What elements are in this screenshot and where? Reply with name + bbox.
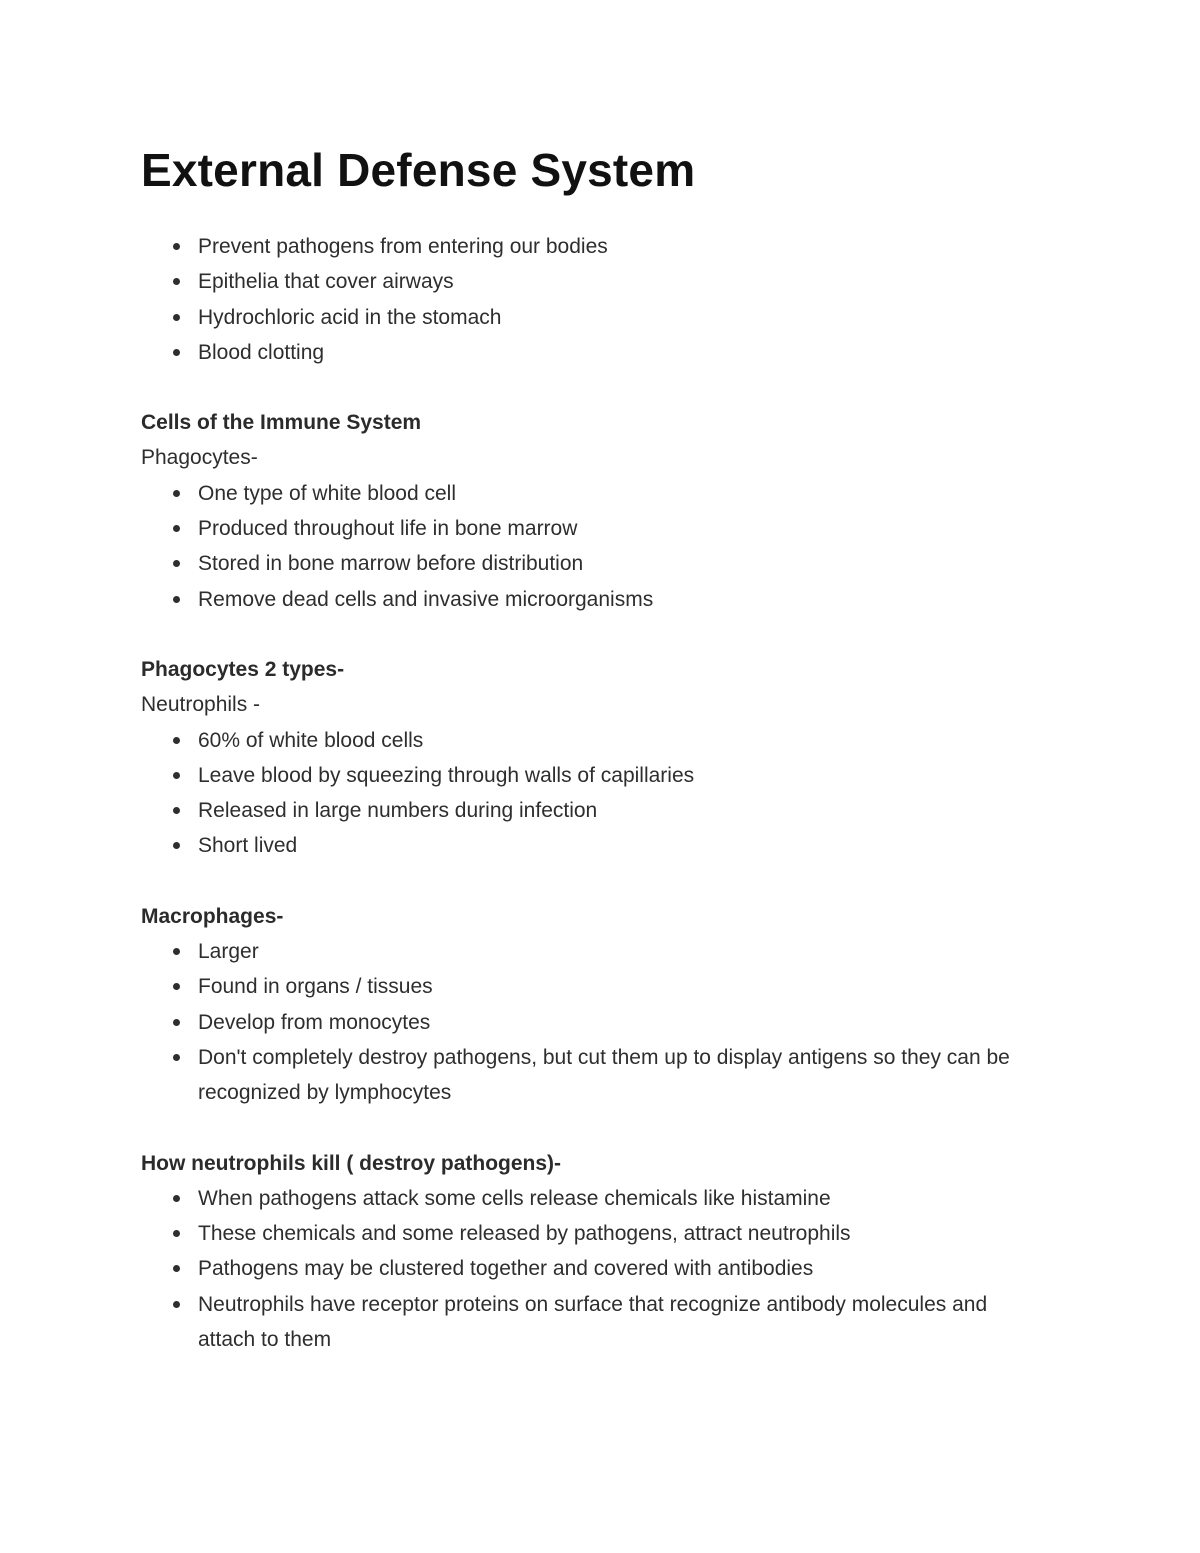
kill-heading: How neutrophils kill ( destroy pathogens)- xyxy=(141,1151,562,1175)
types-subheading: Neutrophils - xyxy=(141,693,261,717)
cells-list xyxy=(141,476,1041,617)
list-item: When pathogens attack some cells release chemicals like histamine xyxy=(141,1181,1041,1216)
list-item: Larger xyxy=(141,934,1041,969)
list-item: Remove dead cells and invasive microorganisms xyxy=(141,582,1041,617)
list-item: Hydrochloric acid in the stomach xyxy=(141,300,1041,335)
list-item: Prevent pathogens from entering our bodies xyxy=(141,229,1041,264)
list-item: Produced throughout life in bone marrow xyxy=(141,511,1041,546)
intro-list xyxy=(141,229,1041,370)
list-item: 60% of white blood cells xyxy=(141,723,1041,758)
kill-list xyxy=(141,1181,1041,1357)
document-page xyxy=(141,140,1041,1357)
types-heading: Phagocytes 2 types- xyxy=(141,657,345,681)
list-item: Blood clotting xyxy=(141,335,1041,370)
list-item: One type of white blood cell xyxy=(141,476,1041,511)
list-item: Develop from monocytes xyxy=(141,1005,1041,1040)
list-item: Stored in bone marrow before distribution xyxy=(141,546,1041,581)
page-title: External Defense System xyxy=(141,144,696,196)
types-list xyxy=(141,723,1041,864)
list-item: Leave blood by squeezing through walls of capillaries xyxy=(141,758,1041,793)
list-item: Don't completely destroy pathogens, but cut them up to display antigens so they can be recognized by lymphocytes xyxy=(141,1040,1041,1111)
macrophages-list xyxy=(141,934,1041,1110)
list-item: These chemicals and some released by pathogens, attract neutrophils xyxy=(141,1216,1041,1251)
list-item: Neutrophils have receptor proteins on surface that recognize antibody molecules and attach to them xyxy=(141,1287,1041,1358)
list-item: Pathogens may be clustered together and covered with antibodies xyxy=(141,1251,1041,1286)
list-item: Epithelia that cover airways xyxy=(141,264,1041,299)
list-item: Found in organs / tissues xyxy=(141,969,1041,1004)
list-item: Released in large numbers during infection xyxy=(141,793,1041,828)
list-item: Short lived xyxy=(141,828,1041,863)
cells-subheading: Phagocytes- xyxy=(141,446,258,470)
macrophages-heading: Macrophages- xyxy=(141,904,284,928)
cells-heading: Cells of the Immune System xyxy=(141,411,422,435)
